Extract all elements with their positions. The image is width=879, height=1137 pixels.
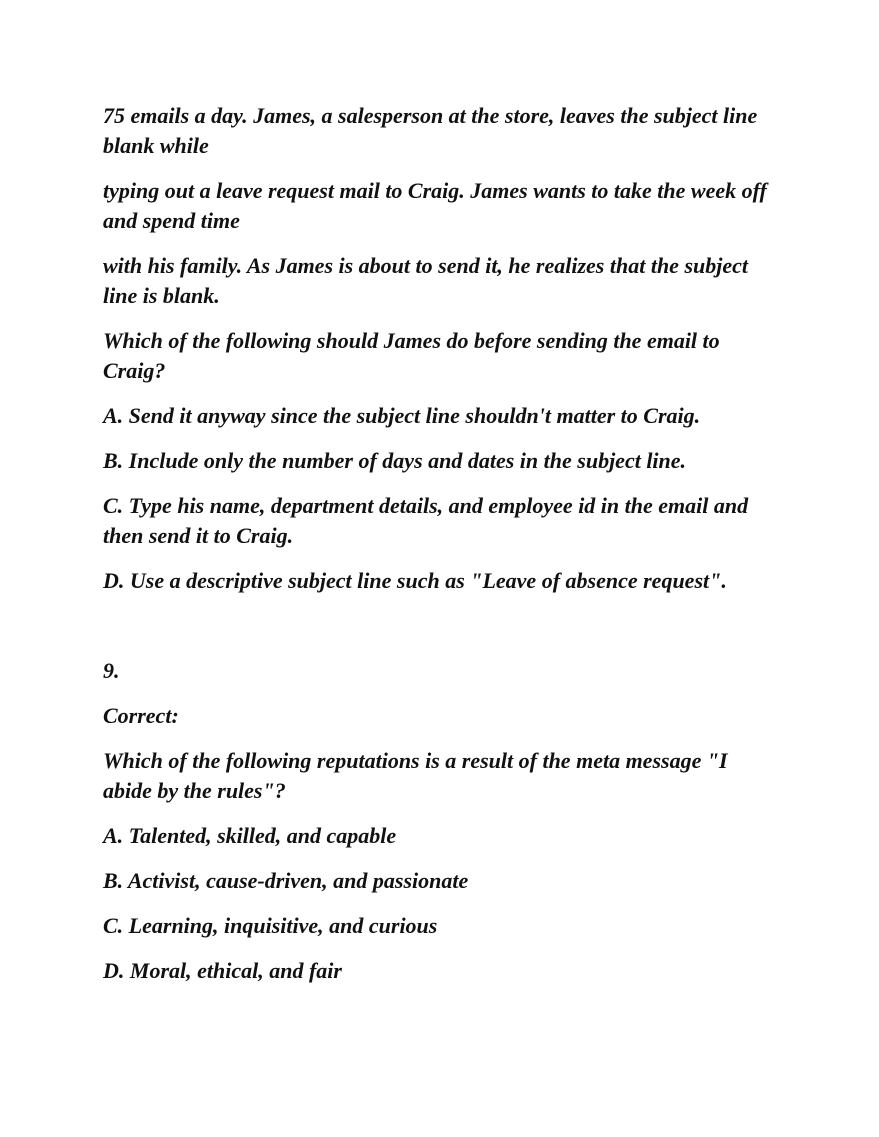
question-9-option-b: B. Activist, cause-driven, and passionate: [103, 868, 469, 893]
question-9-option-c: C. Learning, inquisitive, and curious: [103, 913, 438, 938]
question-8-stem-line: typing out a leave request mail to Craig. James wants to take the week off and spend time: [103, 178, 767, 233]
question-8-option-c: C. Type his name, department details, and employee id in the email and then send it to Craig.: [103, 493, 749, 548]
question-8-prompt: Which of the following should James do before sending the email to Craig?: [103, 328, 720, 383]
question-9-status: Correct:: [103, 703, 179, 728]
question-8-stem-line: 75 emails a day. James, a salesperson at the store, leaves the subject line blank while: [103, 103, 758, 158]
question-8-block: [103, 101, 778, 596]
section-spacer: [103, 611, 778, 656]
document-content: [103, 101, 778, 1001]
question-9-option-a: A. Talented, skilled, and capable: [103, 823, 397, 848]
question-9-block: [103, 656, 778, 986]
question-8-option-a: A. Send it anyway since the subject line shouldn't matter to Craig.: [103, 403, 701, 428]
question-8-option-d: D. Use a descriptive subject line such as "Leave of absence request".: [103, 568, 727, 593]
question-9-option-d: D. Moral, ethical, and fair: [103, 958, 342, 983]
question-8-option-b: B. Include only the number of days and dates in the subject line.: [103, 448, 687, 473]
question-9-prompt: Which of the following reputations is a result of the meta message "I abide by the rules"?: [103, 748, 728, 803]
question-8-stem-line: with his family. As James is about to send it, he realizes that the subject line is blank.: [103, 253, 748, 308]
question-9-number: 9.: [103, 658, 120, 683]
